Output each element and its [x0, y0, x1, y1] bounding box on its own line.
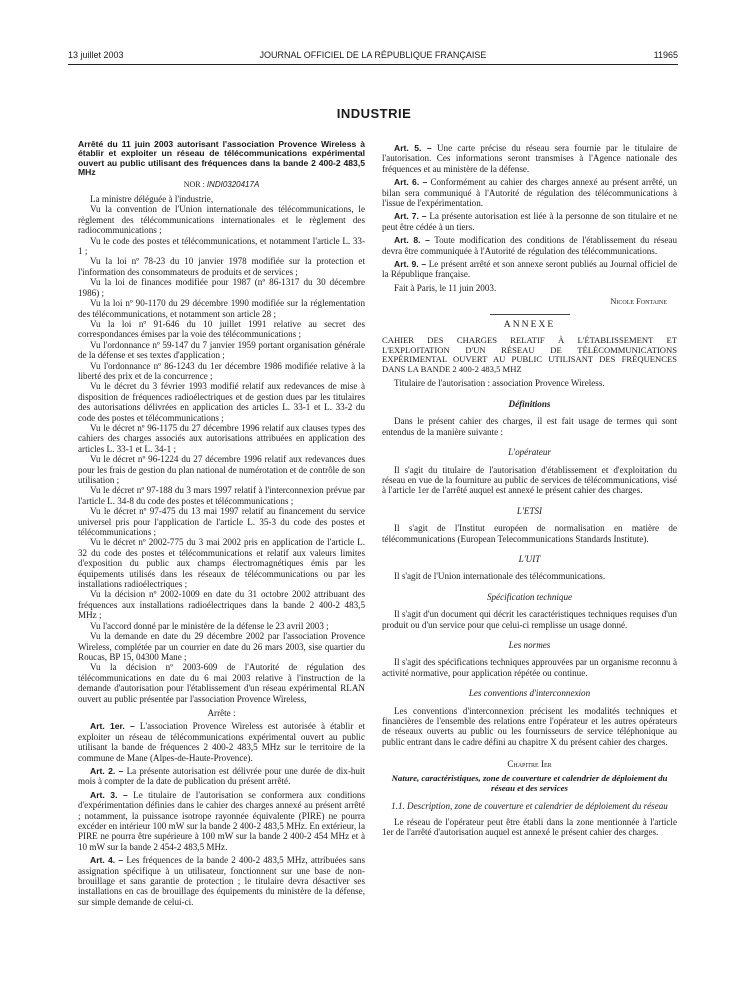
right-column: [382, 140, 677, 838]
article-number: Art. 3. –: [90, 789, 128, 800]
visa-paragraph: Vu le décret du 3 février 1993 modifié relatif aux redevances de mise à disposition de fréquences radioélectriques et de gestion dues par les titulaires des autorisations délivrées en application des articles L. 33-1 et L. 33-2 du code des postes et télécommunications ;: [78, 381, 365, 423]
conventions-heading: Les conventions d'interconnexion: [468, 688, 591, 699]
visa-paragraph: Vu l'ordonnance nº 59-147 du 7 janvier 1959 portant organisation générale de la défense et ses textes d'application ;: [78, 339, 365, 361]
conventions-text: Les conventions d'interconnexion précisent les modalités techniques et financières de l'ensemble des relations entre l'opérateur et les autres opérateurs de réseaux ouverts au public ou les fournisseurs de service téléphonique au public entrant dans le cadre défini au chapitre X du présent cahier des charges.: [382, 705, 677, 747]
left-column: [78, 140, 365, 907]
visa-paragraph: Vu l'ordonnance nº 86-1243 du 1er décembre 1986 modifiée relative à la liberté des prix et de la concurrence ;: [78, 360, 365, 381]
article-text: Conformément au cahier des charges annexé au présent arrêté, un bilan sera communiqué à l'Autorité de régulation des télécommunications à l'issue de l'expérimentation.: [382, 177, 677, 209]
article-text: La présente autorisation est liée à la personne de son titulaire et ne peut être cédée à un tiers.: [382, 211, 677, 232]
uit-heading: L'UIT: [518, 553, 541, 564]
definitions-intro: Dans le présent cahier des charges, il est fait usage de termes qui sont entendus de la manière suivante :: [382, 416, 677, 437]
article-text: Une carte précise du réseau sera fournie par le titulaire de l'autorisation. Ces informations seront transmises à l'Agence nationale des fréquences et au ministère de la défense.: [382, 143, 677, 174]
visa-paragraph: Vu le décret nº 97-475 du 13 mai 1997 relatif au financement du service universel pris pour l'application de l'article L. 35-3 du code des postes et télécommunications ;: [78, 506, 365, 538]
article-text: Les fréquences de la bande 2 400-2 483,5 MHz, attribuées sans assignation spécifique à un utilisateur, fonctionnent sur une base de non-brouillage et sans garantie de protection ; le titulaire devra désactiver ses installations en cas de brouillage des équipements du ministère de la défense, sur simple demande de celui-ci.: [78, 855, 365, 907]
visa-paragraph: Vu le décret nº 96-1175 du 27 décembre 1996 relatif aux clauses types des cahiers des charges associés aux autorisations attribuées en application des articles L. 33-1 et L. 34-1 ;: [78, 422, 365, 454]
visa-paragraph: Vu la convention de l'Union internationale des télécommunications, le règlement des télécommunications internationales et le règlement des radiocommunications ;: [78, 204, 365, 236]
decree-title: Arrêté du 11 juin 2003 autorisant l'association Provence Wireless à établir et exploiter un réseau de télécommunications expérimental ouvert au public utilisant des fréquences dans la bande 2 400-2 483,5 MHz: [78, 139, 365, 178]
visa-paragraph: La ministre déléguée à l'industrie,: [90, 194, 214, 205]
visa-paragraph: Vu la décision nº 2002-1009 en date du 31 octobre 2002 attribuant des fréquences aux installations radioélectriques dans la bande 2 400-2 483,5 MHz ;: [78, 589, 365, 621]
chapter-heading: Chapitre Ier: [507, 759, 552, 770]
nor-reference: [78, 180, 365, 190]
article-text: Le présent arrêté et son annexe seront publiés au Journal officiel de la République française.: [382, 259, 677, 280]
article-paragraph: [78, 766, 365, 787]
visa-paragraph: Vu la loi nº 91-646 du 10 juillet 1991 relative au secret des correspondances émises par la voie des télécommunications ;: [78, 318, 365, 340]
visa-paragraph: Vu la loi de finances modifiée pour 1987 (nº 86-1317 du 30 décembre 1986) ;: [78, 277, 365, 298]
cahier-title: CAHIER DES CHARGES RELATIF À L'ÉTABLISSEMENT ET L'EXPLOITATION D'UN RÉSEAU DE TÉLÉCOMMUNICATIONS EXPÉRIMENTAL OUVERT AU PUBLIC UTILISANT DES FRÉQUENCES DANS LA BANDE 2 400-2 483,5 MHZ: [382, 335, 677, 374]
page-header: [68, 50, 678, 64]
signature: Nicole Fontaine: [610, 297, 667, 307]
visa-paragraph: Vu la loi nº 90-1170 du 29 décembre 1990 modifiée sur la réglementation des télécommunications, et notamment son article 28 ;: [78, 298, 365, 319]
article-paragraph: [382, 143, 677, 174]
subsection-text: Le réseau de l'opérateur peut être établi dans la zone mentionnée à l'article 1er de l'arrêté d'autorisation auquel est annexé le présent cahier des charges.: [382, 817, 677, 838]
operateur-text: Il s'agit du titulaire de l'autorisation d'établissement et d'exploitation du réseau en vue de la fourniture au public de services de télécommunications, visé à l'article 1er de l'arrêté auquel est annexé le présent cahier des charges.: [382, 464, 677, 496]
article-text: Le titulaire de l'autorisation se conformera aux conditions d'expérimentation définies dans le cahier des charges annexé au présent arrêté ; notamment, la puissance isotrope rayonnée équivalente (PIRE) ne pourra excéder en intérieur 100 mW sur la bande 2 400-2 483,5 MHz. En extérieur, la PIRE ne pourra être supérieure à 100 mW sur la bande 2 400-2 454 MHz et à 10 mW sur la bande 2 454-2 483,5 MHz.: [78, 789, 365, 852]
article-text: Toute modification des conditions de l'établissement du réseau devra être communiquée à l'Autorité de régulation des télécommunications.: [382, 235, 677, 256]
etsi-text: Il s'agit de l'Institut européen de normalisation en matière de télécommunications (European Telecommunications Standards Institute).: [382, 523, 677, 544]
header-rule: [68, 64, 678, 65]
article-number: Art. 4. –: [90, 855, 124, 866]
article-number: Art. 9. –: [394, 259, 427, 270]
article-text: L'association Provence Wireless est autorisée à établir et exploiter un réseau de télécommunications expérimental ouvert au public utilisant la bande de fréquences 2 400-2 483,5 MHz sur le territoire de la commune de Mane (Alpes-de-Haute-Provence).: [78, 721, 366, 763]
fait-a-paris: Fait à Paris, le 11 juin 2003.: [394, 282, 497, 293]
visa-paragraph: Vu le code des postes et télécommunications, et notamment l'article L. 33-1 ;: [78, 235, 365, 257]
header-journal-title: JOURNAL OFFICIEL DE LA RÉPUBLIQUE FRANÇAISE: [259, 50, 487, 60]
annexe-heading: ANNEXE: [503, 318, 556, 330]
separator-rule: [490, 314, 570, 315]
article-paragraph: [382, 211, 677, 232]
article-number: Art. 1er. –: [90, 721, 135, 732]
articles-list-right: [382, 143, 677, 280]
definitions-heading: Définitions: [508, 398, 551, 409]
header-page-number: 11965: [653, 50, 678, 60]
article-paragraph: [78, 790, 365, 852]
etsi-heading: L'ETSI: [516, 505, 543, 516]
visa-paragraph: Vu la décision nº 2003-609 de l'Autorité de régulation des télécommunications en date du 6 mai 2003 relative à l'instruction de la demande d'autorisation pour l'établissement d'un réseau expérimental RLAN ouvert au public présentée par l'association Provence Wireless,: [78, 662, 365, 704]
article-paragraph: [382, 177, 677, 208]
titulaire-line: Titulaire de l'autorisation : association Provence Wireless.: [394, 378, 605, 389]
visa-paragraph: Vu l'accord donné par le ministère de la défense le 23 avril 2003 ;: [90, 620, 329, 631]
article-paragraph: [382, 235, 677, 256]
article-number: Art. 5. –: [394, 143, 432, 153]
article-paragraph: [78, 721, 365, 763]
header-date: 13 juillet 2003: [68, 50, 124, 60]
articles-list-left: [78, 721, 365, 907]
visa-paragraph: Vu le décret nº 2002-775 du 3 mai 2002 pris en application de l'article L. 32 du code des postes et télécommunications et relatif aux valeurs limites d'exposition du public aux champs électromagnétiques émis par les équipements utilisés dans les réseaux de télécommunications ou par les installations radioélectriques ;: [78, 537, 365, 590]
article-number: Art. 6. –: [394, 177, 428, 188]
spec-text: Il s'agit d'un document qui décrit les caractéristiques techniques requises d'un produit ou d'un service pour que celui-ci remplisse un usage donné.: [382, 609, 677, 630]
article-number: Art. 7. –: [394, 211, 427, 222]
uit-text: Il s'agit de l'Union internationale des télécommunications.: [394, 571, 606, 582]
subsection-heading: 1.1. Description, zone de couverture et calendrier de déploiement du réseau: [391, 800, 668, 811]
operateur-heading: L'opérateur: [508, 447, 551, 458]
article-number: Art. 2. –: [90, 765, 124, 776]
spec-heading: Spécification technique: [486, 591, 573, 602]
normes-heading: Les normes: [508, 639, 551, 650]
article-number: Art. 8. –: [394, 235, 430, 246]
article-paragraph: [78, 855, 365, 907]
normes-text: Il s'agit des spécifications techniques approuvées par un organisme reconnu à activité normative, pour application répétée ou continue.: [382, 657, 677, 678]
visas-list: [78, 194, 365, 704]
nor-code: INDI0320417A: [206, 179, 260, 189]
section-title: INDUSTRIE: [336, 106, 412, 121]
visa-paragraph: Vu la loi nº 78-23 du 10 janvier 1978 modifiée sur la protection et l'information des consommateurs de produits et de services ;: [78, 256, 365, 277]
visa-paragraph: Vu la demande en date du 29 décembre 2002 par l'association Provence Wireless, complétée par un courrier en date du 26 mars 2003, sise quartier du Roucas, BP 15, 04300 Mane ;: [78, 631, 365, 662]
visa-paragraph: Vu le décret nº 97-188 du 3 mars 1997 relatif à l'interconnexion prévue par l'article L. 34-8 du code des postes et télécommunications ;: [78, 485, 365, 506]
visa-paragraph: Vu le décret nº 96-1224 du 27 décembre 1996 relatif aux redevances dues pour les frais de gestion du plan national de numérotation et de contrôle de son utilisation ;: [78, 454, 365, 485]
article-paragraph: [382, 259, 677, 280]
arrete-heading: Arrête :: [207, 707, 236, 718]
nor-label: NOR :: [183, 179, 205, 189]
chapter-subtitle: Nature, caractéristiques, zone de couverture et calendrier de déploiement du réseau et des services: [391, 772, 668, 793]
article-text: La présente autorisation est délivrée pour une durée de dix-huit mois à compter de la date de publication du présent arrêté.: [78, 765, 365, 787]
